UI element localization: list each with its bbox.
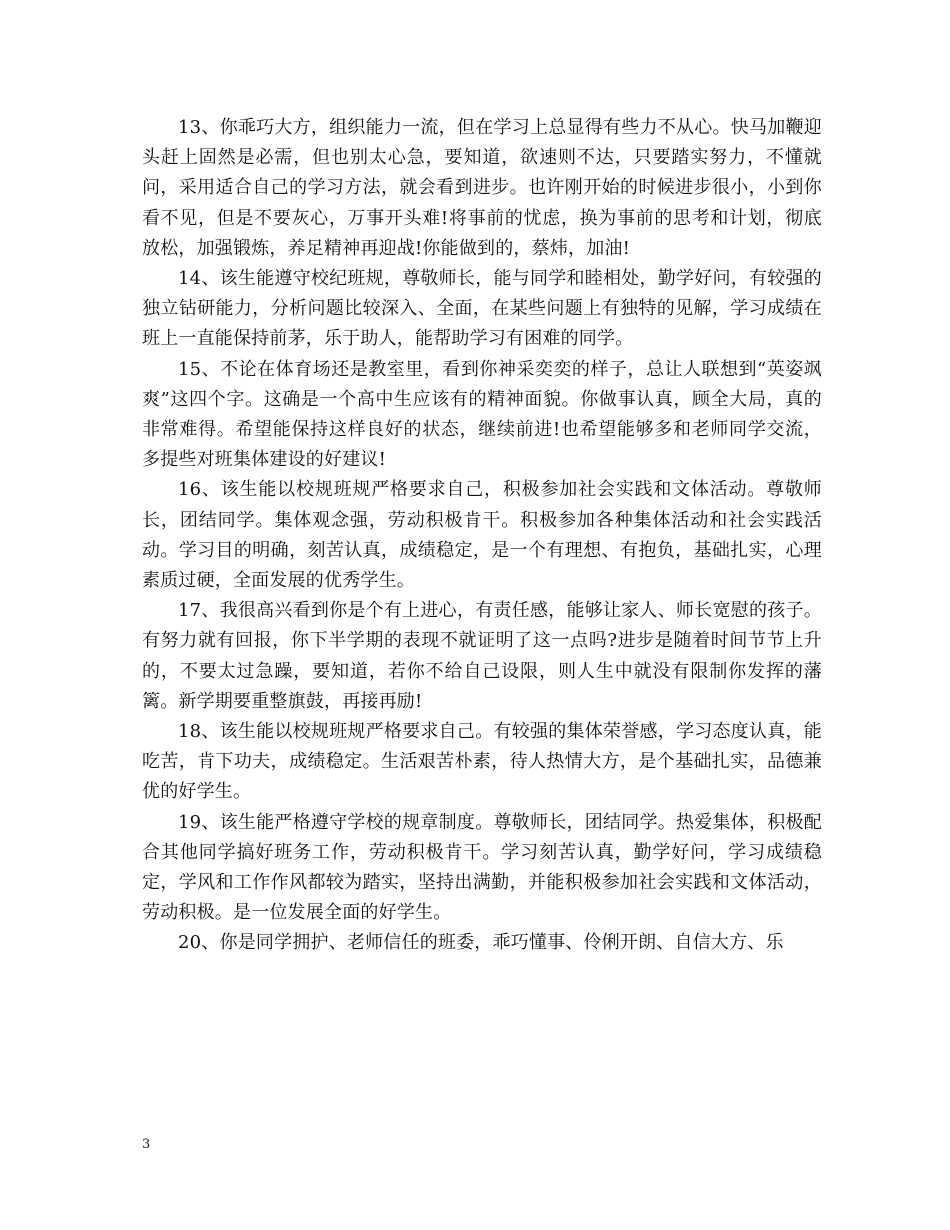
paragraph-15: 15、不论在体育场还是教室里，看到你神采奕奕的样子，总让人联想到“英姿飒爽”这四个字。这确是一个高中生应该有的精神面貌。你做事认真，顾全大局，真的非常难得。希望能保持这样良好的状态，继续前进!也希望能够多和老师同学交流，多提些对班集体建设的好建议! bbox=[142, 358, 822, 471]
page-number: 3 bbox=[142, 1137, 151, 1152]
paragraph-20: 20、你是同学拥护、老师信任的班委，乖巧懂事、伶俐开朗、自信大方、乐 bbox=[178, 932, 784, 954]
paragraph-14: 14、该生能遵守校纪班规，尊敬师长，能与同学和睦相处，勤学好问，有较强的独立钻研能力，分析问题比较深入、全面，在某些问题上有独特的见解，学习成绩在班上一直能保持前茅，乐于助人，能帮助学习有困难的同学。 bbox=[142, 268, 822, 350]
paragraph-18: 18、该生能以校规班规严格要求自己。有较强的集体荣誉感，学习态度认真，能吃苦，肯下功夫，成绩稳定。生活艰苦朴素，待人热情大方，是个基础扎实，品德兼优的好学生。 bbox=[142, 721, 822, 803]
paragraph-17: 17、我很高兴看到你是个有上进心，有责任感，能够让家人、师长宽慰的孩子。有努力就有回报，你下半学期的表现不就证明了这一点吗?进步是随着时间节节上升的，不要太过急躁，要知道，若你不给自己设限，则人生中就没有限制你发挥的藩篱。新学期要重整旗鼓，再接再励! bbox=[142, 600, 822, 712]
document-body bbox=[142, 113, 822, 959]
paragraph-16: 16、该生能以校规班规严格要求自己，积极参加社会实践和文体活动。尊敬师长，团结同学。集体观念强，劳动积极肯干。积极参加各种集体活动和社会实践活动。学习目的明确，刻苦认真，成绩稳定，是一个有理想、有抱负，基础扎实，心理素质过硬，全面发展的优秀学生。 bbox=[142, 479, 822, 592]
paragraph-13: 13、你乖巧大方，组织能力一流，但在学习上总显得有些力不从心。快马加鞭迎头赶上固然是必需，但也别太心急，要知道，欲速则不达，只要踏实努力，不懂就问，采用适合自己的学习方法，就会看到进步。也许刚开始的时候进步很小，小到你看不见，但是不要灰心，万事开头难!将事前的忧虑，换为事前的思考和计划，彻底放松，加强锻炼，养足精神再迎战!你能做到的，蔡炜，加油! bbox=[142, 117, 822, 259]
paragraph-19: 19、该生能严格遵守学校的规章制度。尊敬师长，团结同学。热爱集体，积极配合其他同学搞好班务工作，劳动积极肯干。学习刻苦认真，勤学好问，学习成绩稳定，学风和工作作风都较为踏实，坚持出满勤，并能积极参加社会实践和文体活动，劳动积极。是一位发展全面的好学生。 bbox=[142, 811, 822, 924]
